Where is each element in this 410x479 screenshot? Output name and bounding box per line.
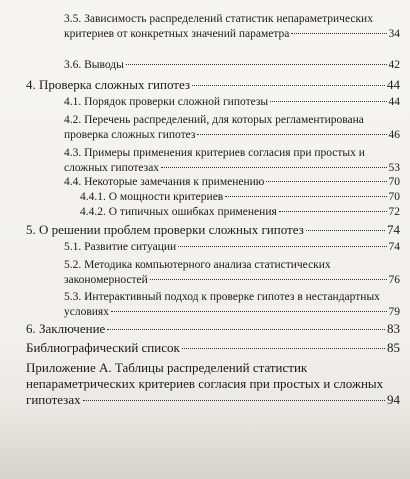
toc-entry-row <box>64 58 400 73</box>
toc-entry-title: критериев от конкретных значений параметра <box>64 27 290 40</box>
toc-entry-title: 5.1. Развитие ситуации <box>64 241 177 253</box>
toc-entry-title: Библиографический список <box>26 340 180 355</box>
toc-entry-row <box>26 222 400 238</box>
toc-entry-row <box>26 321 400 337</box>
toc-entry-title: 3.6. Выводы <box>64 59 124 71</box>
toc-entry-title: закономерностей <box>64 273 148 286</box>
dot-leader <box>225 196 386 197</box>
toc-entry-title: сложных гипотезах <box>64 161 160 174</box>
page-number: 74 <box>388 241 400 253</box>
toc-entry <box>26 222 400 238</box>
dot-leader <box>178 246 386 247</box>
page-number: 53 <box>388 161 400 174</box>
page-number: 74 <box>387 222 400 237</box>
page-shadow <box>0 409 410 479</box>
toc-entry-row <box>80 205 400 220</box>
toc-entry-title: 4. Проверка сложных гипотез <box>26 77 191 92</box>
dot-leader <box>107 329 385 330</box>
page-number: 72 <box>388 206 400 218</box>
toc-entry <box>80 205 400 220</box>
page-number: 44 <box>387 77 400 92</box>
dot-leader <box>150 279 387 280</box>
toc-entry <box>26 321 400 337</box>
dot-leader <box>266 181 386 182</box>
toc-entry <box>26 340 400 356</box>
toc-entry-row <box>64 161 400 176</box>
dot-leader <box>192 85 385 86</box>
toc-entry-title: 6. Заключение <box>26 321 106 336</box>
page-number: 94 <box>387 392 400 407</box>
toc-entry-title-line: 3.5. Зависимость распределений статистик непараметрических <box>64 13 373 25</box>
toc-entry <box>64 290 400 319</box>
toc-entry-row <box>64 305 400 320</box>
toc-entry-row <box>64 240 400 255</box>
dot-leader <box>83 400 385 401</box>
toc-entry-row <box>26 77 400 93</box>
page-number: 70 <box>388 176 400 188</box>
toc-entry <box>64 175 400 190</box>
toc-entry-row <box>64 175 400 190</box>
dot-leader <box>279 211 387 212</box>
page-number: 70 <box>388 191 400 203</box>
toc-entry-title: гипотезах <box>26 392 81 407</box>
page-number: 85 <box>387 340 400 355</box>
page-number: 83 <box>387 321 400 336</box>
toc-entry <box>64 258 400 287</box>
toc-entry-title: 4.1. Порядок проверки сложной гипотезы <box>64 96 269 108</box>
toc-entry-row <box>64 273 400 288</box>
toc-entry <box>64 95 400 110</box>
page-number: 44 <box>388 96 400 108</box>
page-number: 76 <box>388 273 400 286</box>
toc-entry <box>64 240 400 255</box>
page-number: 34 <box>388 27 400 40</box>
toc-entry-row <box>26 340 400 356</box>
toc-entry <box>64 113 400 142</box>
page-number: 79 <box>388 305 400 318</box>
dot-leader <box>270 101 386 102</box>
page-number: 42 <box>388 59 400 71</box>
toc-entry-row <box>80 190 400 205</box>
toc-entry-title-line: 5.3. Интерактивный подход к проверке гипотез в нестандартных <box>64 291 380 303</box>
dot-leader <box>197 134 386 135</box>
toc-entry-row <box>64 95 400 110</box>
toc-entry <box>64 58 400 73</box>
toc-entry <box>64 146 400 175</box>
toc-entry-title: 5. О решении проблем проверки сложных гипотез <box>26 222 304 237</box>
dot-leader <box>161 167 386 168</box>
toc-entry-title: проверка сложных гипотез <box>64 128 196 141</box>
toc-entry-title: 4.4. Некоторые замечания к применению <box>64 176 265 188</box>
toc-entry-title: условиях <box>64 305 109 318</box>
dot-leader <box>182 348 385 349</box>
toc-entry <box>80 190 400 205</box>
toc-entry-row <box>64 128 400 143</box>
page-number: 46 <box>388 128 400 141</box>
dot-leader <box>126 64 387 65</box>
toc-entry-title: 4.4.2. О типичных ошибках применения <box>80 206 277 218</box>
toc-entry-title: 4.4.1. О мощности критериев <box>80 191 224 203</box>
toc-entry-title-line: 4.2. Перечень распределений, для которых регламентирована <box>64 114 364 126</box>
dot-leader <box>111 311 387 312</box>
toc-entry-title-line: непараметрических критериев согласия при простых и сложных <box>26 376 384 391</box>
dot-leader <box>306 230 385 231</box>
toc-entry-title-line: Приложение А. Таблицы распределений статистик <box>26 360 308 375</box>
toc-entry-title-line: 4.3. Примеры применения критериев согласия при простых и <box>64 147 365 159</box>
toc-entry-row <box>64 27 400 42</box>
toc-entry <box>26 360 400 408</box>
toc-entry-title-line: 5.2. Методика компьютерного анализа статистических <box>64 259 331 271</box>
toc-entry <box>64 12 400 41</box>
toc-entry <box>26 77 400 93</box>
toc-entry-row <box>26 392 400 408</box>
dot-leader <box>291 33 386 34</box>
